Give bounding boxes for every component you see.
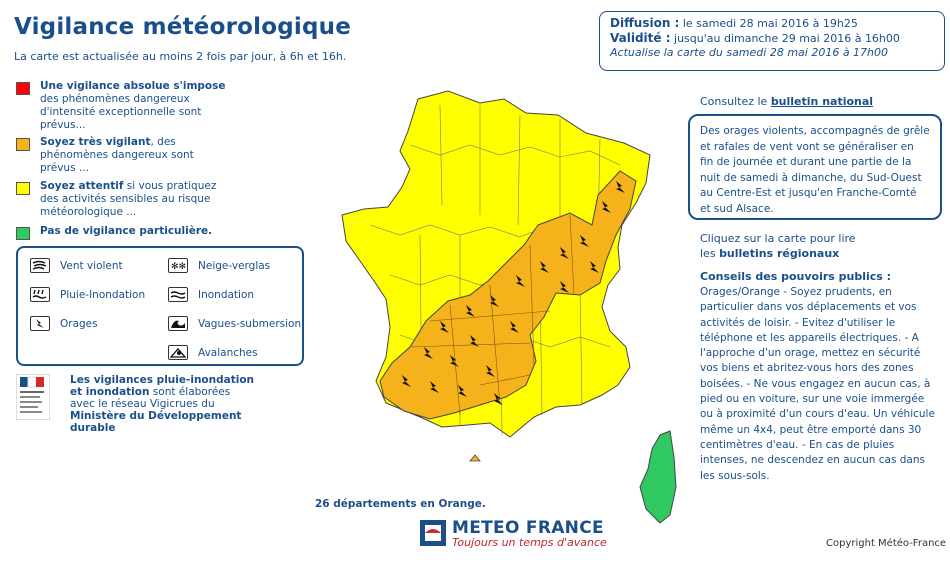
- france-vigilance-map[interactable]: [330, 85, 680, 525]
- legend-yellow-title: Soyez attentif: [40, 180, 124, 192]
- regional-prefix: les: [700, 247, 720, 260]
- corsica[interactable]: [640, 431, 676, 523]
- ministry-logo[interactable]: [16, 374, 50, 420]
- legend-red-title: Une vigilance absolue s'impose: [40, 80, 226, 92]
- phen-avalanche: [168, 345, 258, 360]
- legend-green-title: Pas de vigilance particulière.: [40, 225, 213, 237]
- vigicrues-line3: avec le réseau Vigicrues du: [70, 398, 215, 410]
- legend-yellow-text: si vous pratiquez des activités sensibles au risque météorologique ...: [40, 180, 217, 218]
- wave-icon: [168, 316, 188, 331]
- validite-value: jusqu'au dimanche 29 mai 2016 à 16h00: [670, 32, 900, 45]
- phen-snow: [168, 258, 270, 273]
- phen-wind: [30, 258, 123, 273]
- regional-line1: Cliquez sur la carte pour lire: [700, 232, 856, 245]
- phenomena-legend: [16, 246, 304, 366]
- avalanche-icon: [168, 345, 188, 360]
- svg-text:✻✻: ✻✻: [171, 262, 186, 271]
- green-swatch: [16, 227, 30, 240]
- phen-flood-label: Inondation: [198, 288, 255, 301]
- phen-wind-label: Vent violent: [60, 259, 123, 272]
- rain-flood-icon: [30, 287, 50, 302]
- legend-red-text: des phénomènes dangereux d'intensité exceptionnelle sont prévus...: [40, 93, 202, 131]
- legend-orange-title: Soyez très vigilant: [40, 136, 151, 148]
- legend-orange: [16, 136, 231, 175]
- validite-label: Validité :: [610, 31, 671, 45]
- lightning-icon: [30, 316, 50, 331]
- national-bulletin-line: [700, 95, 873, 108]
- vigicrues-line2-rest: sont élaborées: [149, 386, 231, 398]
- weather-message: Des orages violents, accompagnés de grêle et rafales de vent vont se généraliser en fin de journée et durant une partie de la nuit de samedi à dimanche, du Sud-Ouest au Centre-Est et jusqu'en Franche-Comté et sud Alsace.: [688, 114, 942, 220]
- meteo-france-name: METEO FRANCE: [452, 518, 604, 538]
- legend-red: [16, 80, 231, 132]
- vigicrues-line2-bold: et inondation: [70, 386, 150, 398]
- snow-icon: [168, 258, 188, 273]
- bulletin-info-box: [599, 11, 945, 71]
- phen-storm-label: Orages: [60, 317, 98, 330]
- legend-orange-text: , des phénomènes dangereux sont prévus ...: [40, 136, 194, 174]
- phen-flood: [168, 287, 254, 302]
- phen-wave-label: Vagues-submersion: [198, 317, 302, 330]
- regional-bulletin-line: [700, 231, 856, 261]
- national-bulletin-link[interactable]: bulletin national: [770, 95, 874, 108]
- vigicrues-line1: Les vigilances pluie-inondation: [70, 374, 255, 386]
- legend-yellow: [16, 180, 231, 219]
- orange-swatch: [16, 138, 30, 151]
- phen-avalanche-label: Avalanches: [198, 346, 258, 359]
- phen-storm: [30, 316, 98, 331]
- vigicrues-info: [70, 374, 290, 434]
- diffusion-label: Diffusion :: [610, 16, 680, 30]
- flood-icon: [168, 287, 188, 302]
- page-subtitle: La carte est actualisée au moins 2 fois par jour, à 6h et 16h.: [14, 50, 347, 63]
- orange-count: 26 départements en Orange.: [315, 498, 486, 510]
- copyright: Copyright Météo-France: [826, 538, 947, 549]
- red-swatch: [16, 82, 30, 95]
- orange-marker-small: [470, 455, 480, 461]
- meteo-france-tagline: Toujours un temps d'avance: [452, 536, 607, 549]
- diffusion-value: le samedi 28 mai 2016 à 19h25: [679, 17, 858, 30]
- advice-title: Conseils des pouvoirs publics :: [700, 270, 892, 283]
- national-bulletin-prefix: Consultez le: [700, 95, 771, 108]
- regional-bulletins-link[interactable]: bulletins régionaux: [719, 247, 840, 260]
- phen-snow-label: Neige-verglas: [198, 259, 271, 272]
- legend-green: [16, 225, 231, 238]
- advice-text: Orages/Orange - Soyez prudents, en particulier dans vos déplacements et vos activités de loisir. - Evitez d'utiliser le téléphone et les appareils électriques. - A l'approche d'un orage, mettez en sécurité vos biens et abritez-vous hors des zones boisées. - Ne vous engagez en aucun cas, à pied ou en voiture, sur une voie immergée ou à proximité d'un cours d'eau. Un véhicule même un 4x4, peut être emporté dans 30 centimètres d'eau. - En cas de pluies intenses, ne descendez en aucun cas dans les sous-sols.: [700, 286, 935, 482]
- phen-rain-flood: [30, 287, 145, 302]
- wind-icon: [30, 258, 50, 273]
- update-info: Actualise la carte du samedi 28 mai 2016 à 17h00: [610, 46, 889, 59]
- phen-wave: [168, 316, 301, 331]
- page-title: Vigilance météorologique: [14, 14, 352, 40]
- vigicrues-ministry-link[interactable]: Ministère du Développement durable: [70, 410, 242, 434]
- phen-rain-flood-label: Pluie-Inondation: [60, 288, 146, 301]
- yellow-swatch: [16, 182, 30, 195]
